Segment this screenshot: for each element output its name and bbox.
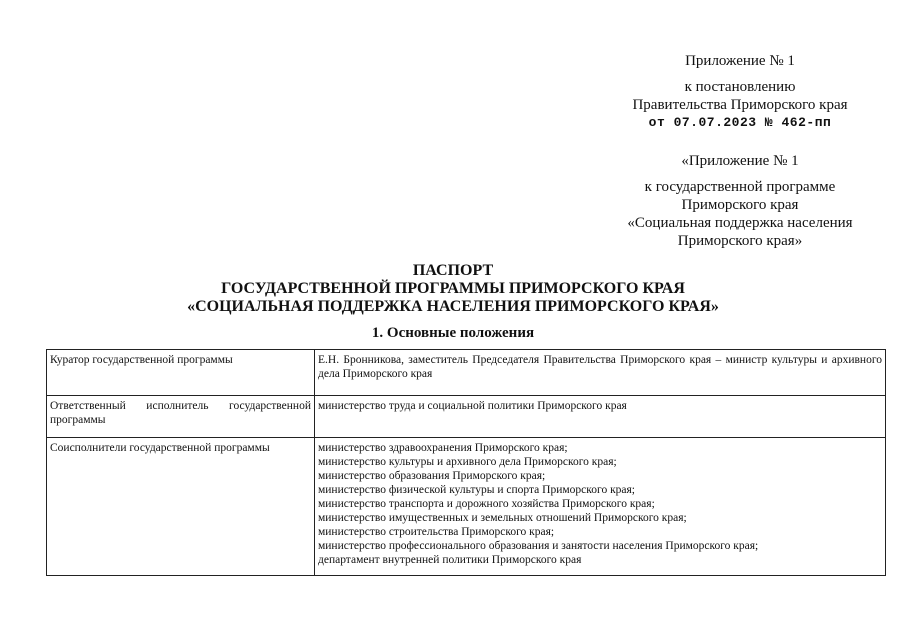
list-item: министерство строительства Приморского края; xyxy=(318,526,555,538)
row-label: Куратор государственной программы xyxy=(47,350,315,396)
title-line: ПАСПОРТ xyxy=(412,262,494,279)
list-item: министерство культуры и архивного дела Приморского края; xyxy=(318,456,617,468)
row-value: Е.Н. Бронникова, заместитель Председателя Правительства Приморского края – министр культуры и архивного дела Приморского края xyxy=(315,350,886,396)
list-item: министерство имущественных и земельных отношений Приморского края; xyxy=(318,512,687,524)
title-line: ГОСУДАРСТВЕННОЙ ПРОГРАММЫ ПРИМОРСКОГО КРАЯ xyxy=(221,280,685,297)
passport-table xyxy=(46,349,886,576)
appendix-issuer: Правительства Приморского края xyxy=(632,97,848,113)
appendix-reference: к постановлению xyxy=(684,79,796,95)
title-line: «СОЦИАЛЬНАЯ ПОДДЕРЖКА НАСЕЛЕНИЯ ПРИМОРСКОГО КРАЯ» xyxy=(187,298,719,315)
program-appendix-line: к государственной программе xyxy=(644,179,836,195)
row-value: министерство труда и социальной политики Приморского края xyxy=(315,396,886,438)
list-item: министерство физической культуры и спорта Приморского края; xyxy=(318,484,635,496)
resolution-appendix-block xyxy=(620,52,860,132)
program-appendix-line: Приморского края xyxy=(681,197,799,213)
table-row xyxy=(47,438,886,576)
table-row xyxy=(47,350,886,396)
program-appendix-number: «Приложение № 1 xyxy=(681,153,799,169)
program-appendix-line: Приморского края» xyxy=(677,233,803,249)
co-executors-list xyxy=(315,438,886,576)
program-appendix-line: «Социальная поддержка населения xyxy=(627,215,853,231)
list-item: министерство транспорта и дорожного хозяйства Приморского края; xyxy=(318,498,655,510)
list-item: министерство здравоохранения Приморского края; xyxy=(318,442,568,454)
list-item: министерство образования Приморского края; xyxy=(318,470,546,482)
table-row xyxy=(47,396,886,438)
row-label: Ответственный исполнитель государственной программы xyxy=(47,396,315,438)
section-heading: 1. Основные положения xyxy=(371,325,535,341)
appendix-number: Приложение № 1 xyxy=(685,53,795,69)
list-item: министерство профессионального образования и занятости населения Приморского края; xyxy=(318,540,759,552)
resolution-date-number: от 07.07.2023 № 462-пп xyxy=(648,115,832,130)
document-title xyxy=(0,262,906,316)
row-label: Соисполнители государственной программы xyxy=(47,438,315,576)
list-item: департамент внутренней политики Приморского края xyxy=(318,554,582,566)
program-appendix-block xyxy=(620,152,860,250)
